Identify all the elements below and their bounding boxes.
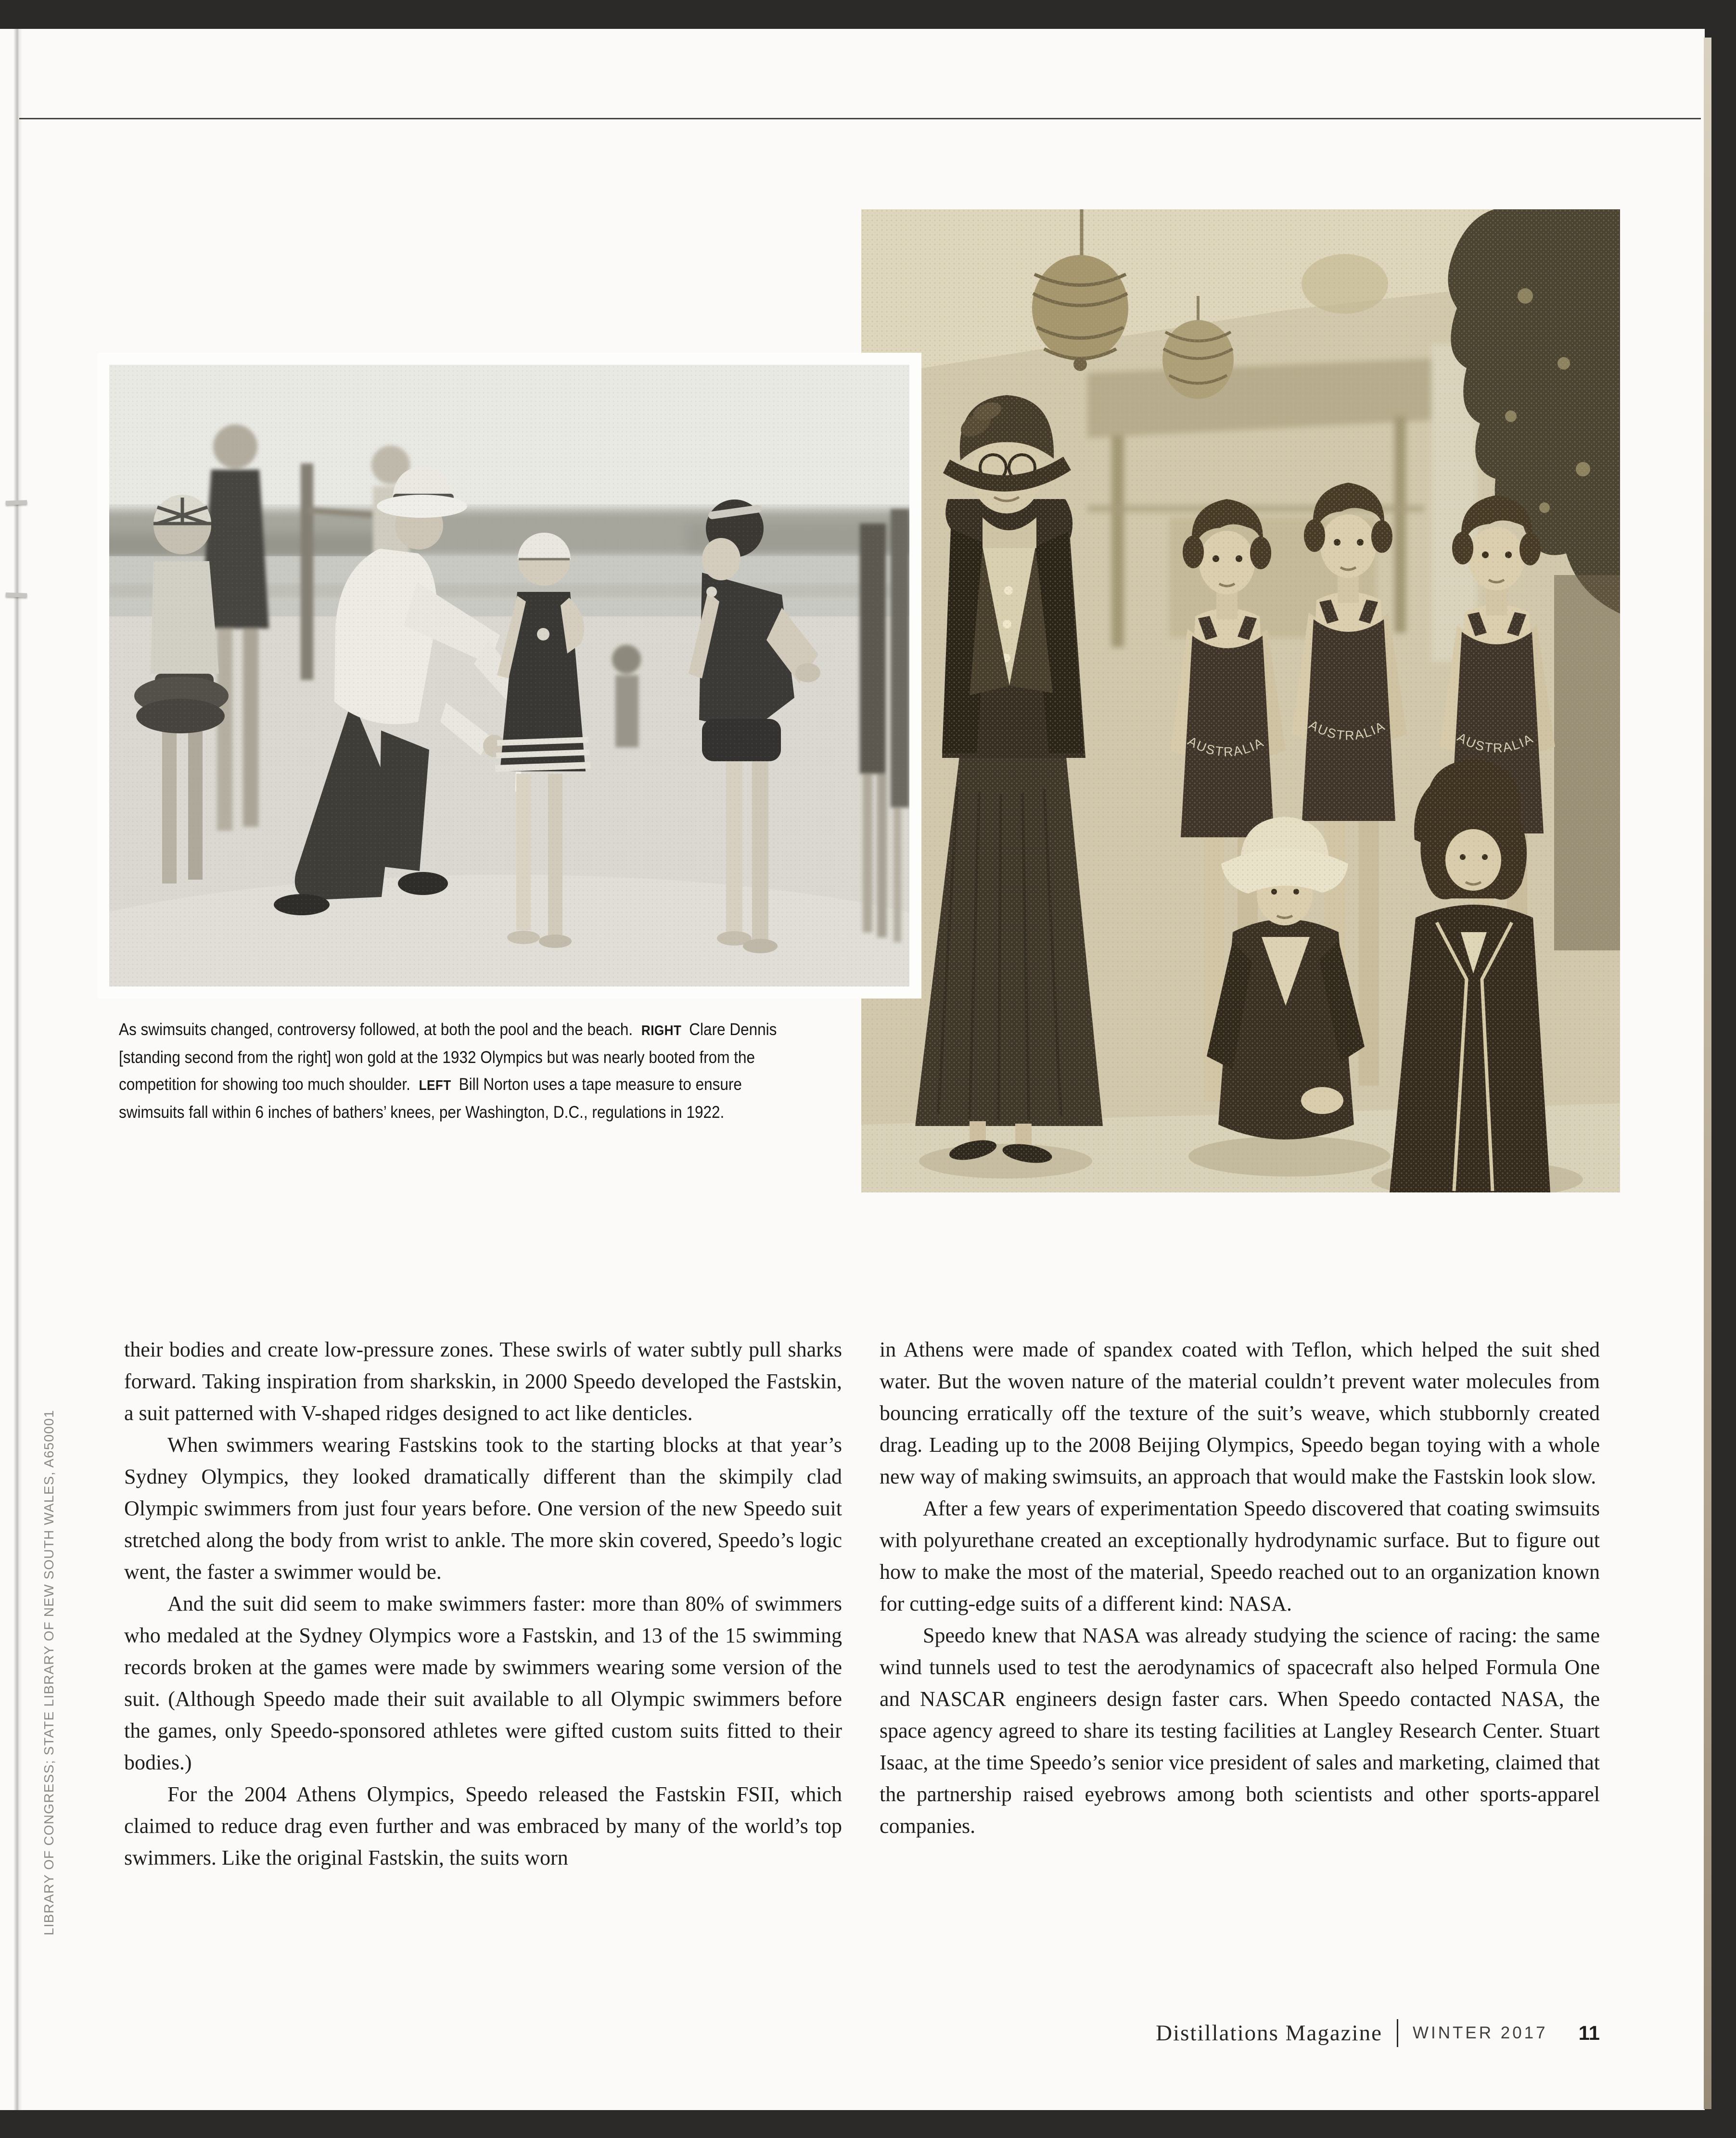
- paragraph: their bodies and create low-pressure zones. These swirls of water subtly pull sharks forward. Taking inspiration from sharkskin, in 2000 Speedo developed the Fastskin, a suit patterned with V-shaped ridges designed to act like denticles.: [124, 1338, 842, 1425]
- paragraph: in Athens were made of spandex coated with Teflon, which helped the suit shed water. But the woven nature of the material couldn’t prevent water molecules from bouncing erratically off the texture of the suit’s weave, which stubbornly created drag. Leading up to the 2008 Beijing Olympics, Speedo began toying with a whole new way of making swimsuits, an approach that would make the Fastskin look slow.: [880, 1338, 1600, 1488]
- photo-credit-vertical: LIBRARY OF CONGRESS; STATE LIBRARY OF NEW SOUTH WALES, A650001: [41, 1409, 56, 1935]
- halftone-texture: [861, 209, 1620, 1192]
- australian-team-photo: [861, 209, 1620, 1192]
- page-number: 11: [1578, 2022, 1600, 2044]
- photo-australian-team: [861, 209, 1620, 1192]
- footer-separator: [1397, 2019, 1398, 2047]
- magazine-title: Distillations Magazine: [1156, 2021, 1382, 2046]
- film-grain: [109, 365, 909, 986]
- staple: [6, 592, 27, 598]
- article-body: [124, 1334, 1600, 1874]
- left-column: [124, 1334, 842, 1874]
- page-edge-stack: [1704, 38, 1711, 2109]
- caption-lead: As swimsuits changed, controversy followed, at both the pool and the beach.: [119, 1020, 633, 1039]
- top-hairline-rule: [19, 118, 1701, 119]
- right-column: [880, 1334, 1600, 1874]
- caption-left-text: Bill Norton uses a tape measure to ensure swimsuits fall within 6 inches of bathers’ knees, per Washington, D.C., regulations in 1922.: [119, 1075, 742, 1122]
- spine-fold: [13, 29, 22, 2110]
- page-footer: [1156, 2019, 1600, 2047]
- paragraph: Speedo knew that NASA was already studying the science of racing: the same wind tunnels used to test the aerodynamics of spacecraft also helped Formula One and NASCAR engineers design faster cars. When Speedo contacted NASA, the space agency agreed to share its testing facilities at Langley Research Center. Stuart Isaac, at the time Speedo’s senior vice president of sales and marketing, claimed that the partnership raised eyebrows among both scientists and other sports-apparel companies.: [880, 1624, 1600, 1838]
- paragraph: For the 2004 Athens Olympics, Speedo released the Fastskin FSII, which claimed to reduce drag even further and was embraced by many of the world’s top swimmers. Like the original Fastskin, the suits worn: [124, 1782, 842, 1869]
- caption-right-label: RIGHT: [641, 1023, 682, 1038]
- paragraph: When swimmers wearing Fastskins took to the starting blocks at that year’s Sydney Olympics, they looked dramatically different than the skimpily clad Olympic swimmers from just four years before. One version of the new Speedo suit stretched along the body from wrist to ankle. The more skin covered, Speedo’s logic went, the faster a swimmer would be.: [124, 1433, 842, 1584]
- caption-left-label: LEFT: [419, 1078, 451, 1093]
- photo-caption: [119, 1016, 794, 1126]
- paragraph: And the suit did seem to make swimmers faster: more than 80% of swimmers who medaled at the Sydney Olympics wore a Fastskin, and 13 of the 15 swimming records broken at the games were made by swimmers wearing some version of the suit. (Although Speedo made their suit available to all Olympic swimmers before the games, only Speedo-sponsored athletes were gifted custom suits fitted to their bodies.): [124, 1592, 842, 1774]
- staple: [6, 500, 27, 505]
- photo-beach-measurement: [97, 353, 921, 999]
- beach-measurement-photo: [109, 365, 909, 986]
- paragraph: After a few years of experimentation Speedo discovered that coating swimsuits with polyurethane created an exceptionally hydrodynamic surface. But to figure out how to make the most of the material, Speedo reached out to an organization known for cutting-edge suits of a different kind: NASA.: [880, 1497, 1600, 1615]
- caption-right-text: Clare Dennis [standing second from the right] won gold at the 1932 Olympics but was nearly booted from the competition for showing too much shoulder.: [119, 1020, 777, 1094]
- issue-label: WINTER 2017: [1412, 2023, 1548, 2042]
